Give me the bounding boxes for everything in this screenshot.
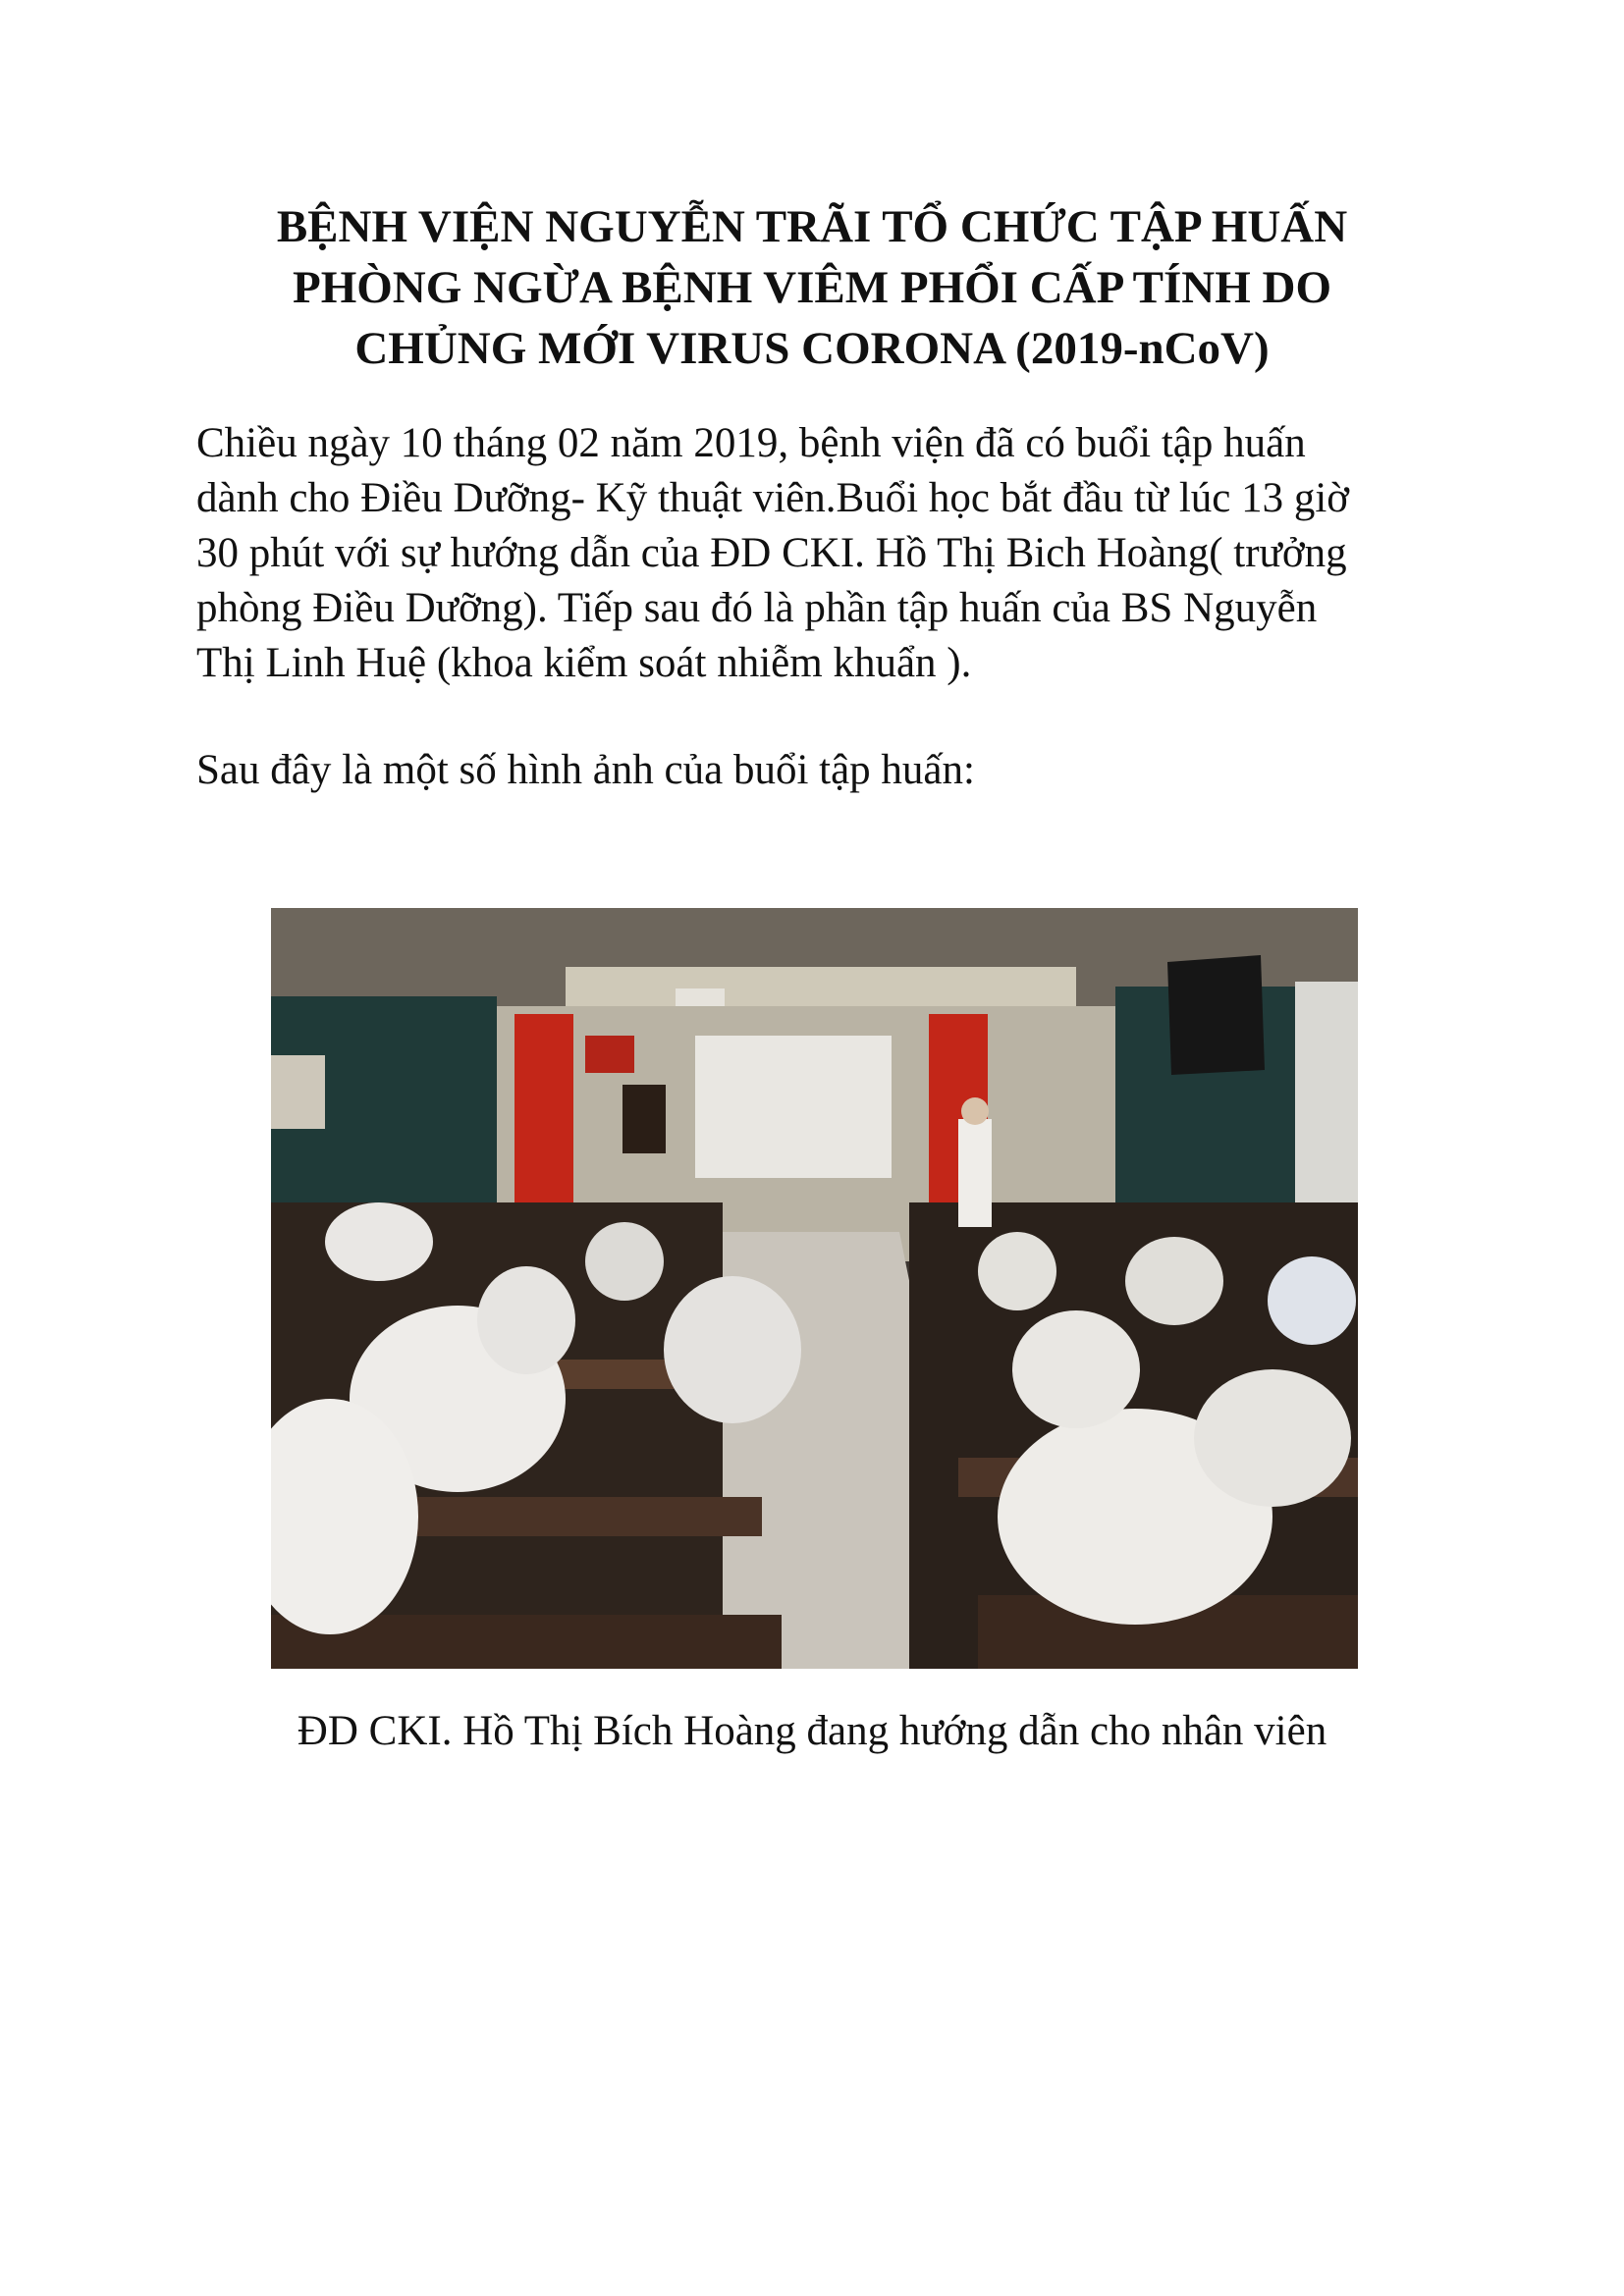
wall-tv [1167,955,1265,1075]
photo-caption: ĐD CKI. Hồ Thị Bích Hoàng đang hướng dẫn cho nhân viên [297,1708,1327,1754]
title-line-1: BỆNH VIỆN NGUYỄN TRÃI TỔ CHỨC TẬP HUẤN [276,201,1348,252]
title-line-3: CHỦNG MỚI VIRUS CORONA (2019-nCoV) [354,323,1270,374]
paragraph-line-1: Chiều ngày 10 tháng 02 năm 2019, bệnh viện đã có buổi tập huấn [196,420,1306,466]
body-paragraph [196,416,1434,691]
photos-intro: Sau đây là một số hình ảnh của buổi tập huấn: [196,747,975,793]
paragraph-line-2: dành cho Điều Dưỡng- Kỹ thuật viên.Buổi học bắt đầu từ lúc 13 giờ [196,475,1350,521]
projector-screen [695,1036,892,1178]
title-line-2: PHÒNG NGỪA BỆNH VIÊM PHỔI CẤP TÍNH DO [292,262,1332,313]
paragraph-line-4: phòng Điều Dưỡng). Tiếp sau đó là phần tập huấn của BS Nguyễn [196,585,1318,631]
photo-illustration [271,908,1358,1669]
left-red-banner [514,1014,573,1225]
document-title [196,196,1428,379]
training-session-photo [271,908,1358,1669]
paragraph-line-3: 30 phút với sự hướng dẫn của ĐD CKI. Hồ Thị Bich Hoàng( trưởng [196,530,1347,576]
paragraph-line-5: Thị Linh Huệ (khoa kiểm soát nhiễm khuẩn ). [196,640,972,686]
presenter-figure [958,1119,992,1227]
